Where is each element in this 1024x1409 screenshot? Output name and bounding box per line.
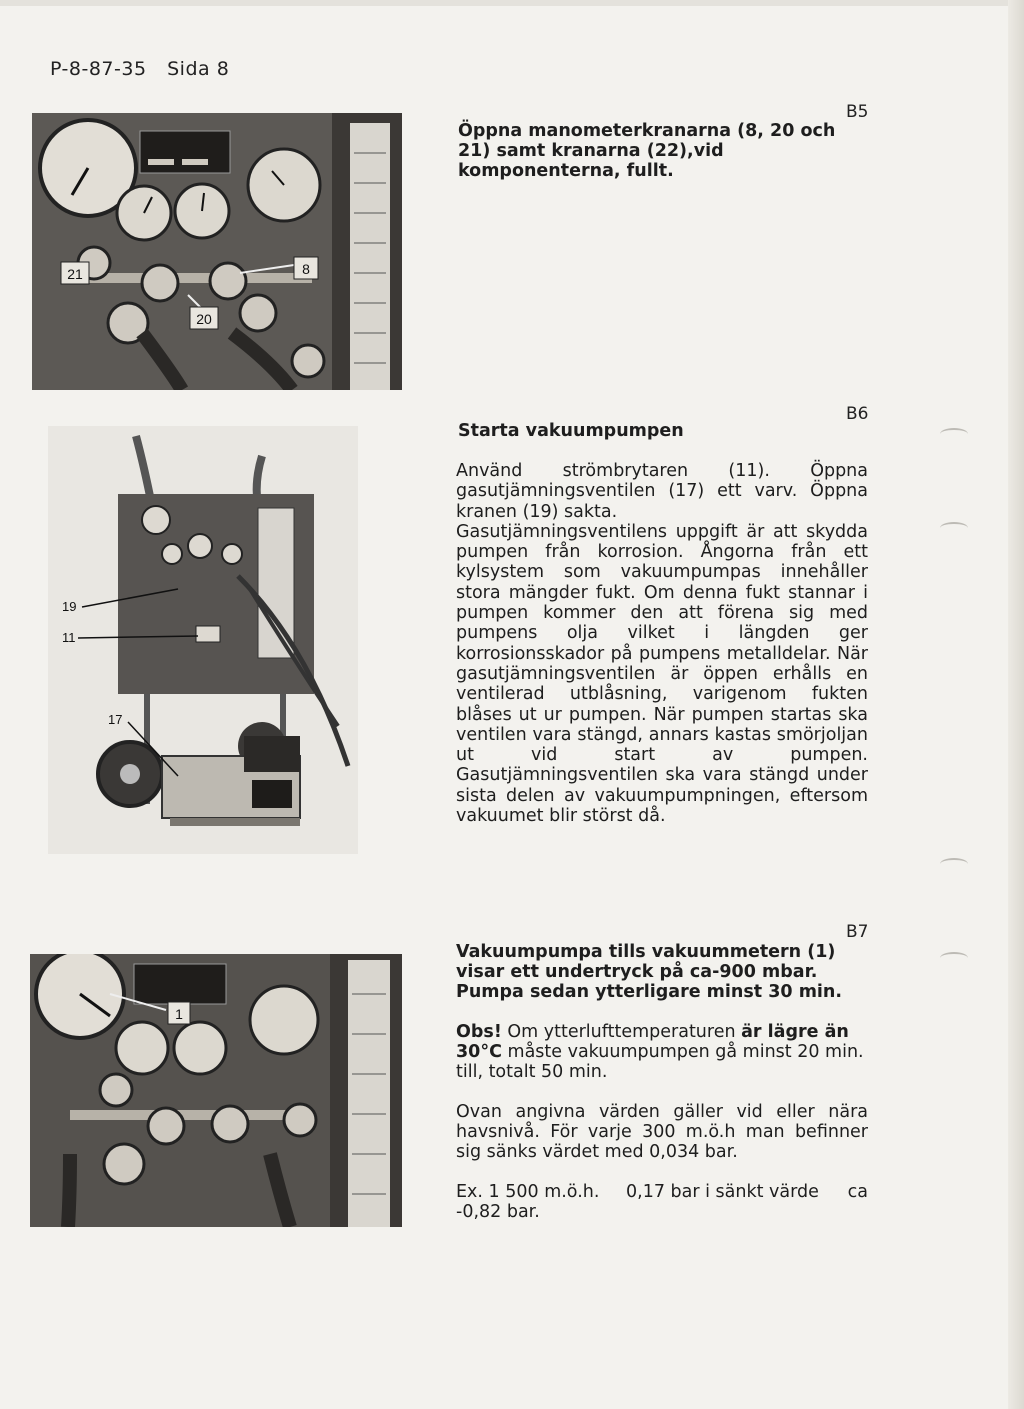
- b7-heading: Vakuumpumpa tills vakuummetern (1) visar ett undertryck på ca-900 mbar. Pumpa sedan ytterligare minst 30 min.: [456, 942, 843, 1002]
- vacuum-meter-photo: [30, 954, 402, 1227]
- punch-mark: [940, 522, 968, 534]
- callout-11: 11: [62, 630, 76, 645]
- obs-rest: måste vakuumpumpen gå minst 20 min. till, totalt 50 min.: [456, 1042, 864, 1082]
- example-result: -0,82 bar.: [456, 1202, 540, 1222]
- step-number-b5: B5: [846, 102, 869, 122]
- example-reduction: 0,17 bar i sänkt värde: [626, 1182, 819, 1202]
- b7-altitude-paragraph: Ovan angivna värden gäller vid eller nära havsnivå. För varje 300 m.ö.h man befinner sig sänks värdet med 0,034 bar.: [456, 1102, 868, 1162]
- b6-title: Starta vakuumpumpen: [458, 421, 684, 441]
- document-id: P-8-87-35: [50, 58, 147, 80]
- b6-body: [456, 461, 868, 826]
- vacuum-pump-cart-photo: [48, 426, 358, 854]
- page-right-edge: [1008, 0, 1024, 1409]
- b6-paragraph-1: Använd strömbrytaren (11). Öppna gasutjämningsventilen (17) ett varv. Öppna kranen (19) sakta.: [456, 461, 868, 522]
- manifold-gauges-photo: [32, 113, 402, 390]
- obs-text: Om ytterlufttemperaturen: [501, 1022, 742, 1042]
- punch-mark: [940, 858, 968, 870]
- b7-example: [456, 1182, 868, 1226]
- callout-1: 1: [175, 1006, 183, 1022]
- obs-emphasis: är lägre än 30°C: [456, 1022, 849, 1062]
- page-header: [50, 58, 243, 80]
- example-altitude: Ex. 1 500 m.ö.h.: [456, 1182, 600, 1202]
- obs-label: Obs!: [456, 1022, 502, 1042]
- callout-20: 20: [196, 311, 212, 327]
- callout-21: 21: [67, 266, 83, 282]
- callout-17: 17: [108, 712, 123, 727]
- punch-mark: [940, 428, 968, 440]
- b5-heading: Öppna manometerkranarna (8, 20 och 21) samt kranarna (22),vid komponenterna, fullt.: [458, 121, 836, 181]
- b7-obs-paragraph: [456, 1022, 868, 1082]
- page-top-edge: [0, 0, 1024, 6]
- example-ca: ca: [847, 1182, 868, 1202]
- step-number-b7: B7: [846, 922, 869, 942]
- step-number-b6: B6: [846, 404, 869, 424]
- b6-paragraph-2: Gasutjämningsventilens uppgift är att skydda pumpen från korrosion. Ångorna från ett kylsystem som vakuumpumpas innehåller stora mängder fukt. Om denna fukt stannar i pumpen kommer den att förena sig med pumpens olja vilket i längden ger korrosionsskador på pumpens metalldelar. När gasutjämningsventilen är öppen erhålls en ventilerad utblåsning, varigenom fukten blåses ut ur pumpen. När pumpen startas ska ventilen vara stängd, annars kastas smörjoljan ut vid start av pumpen. Gasutjämningsventilen ska vara stängd under sista delen av vakuumpumpningen, eftersom vakuumet blir störst då.: [456, 521, 868, 827]
- punch-mark: [940, 952, 968, 964]
- page-number: Sida 8: [167, 58, 230, 80]
- callout-8: 8: [302, 261, 310, 277]
- callout-19: 19: [62, 599, 77, 614]
